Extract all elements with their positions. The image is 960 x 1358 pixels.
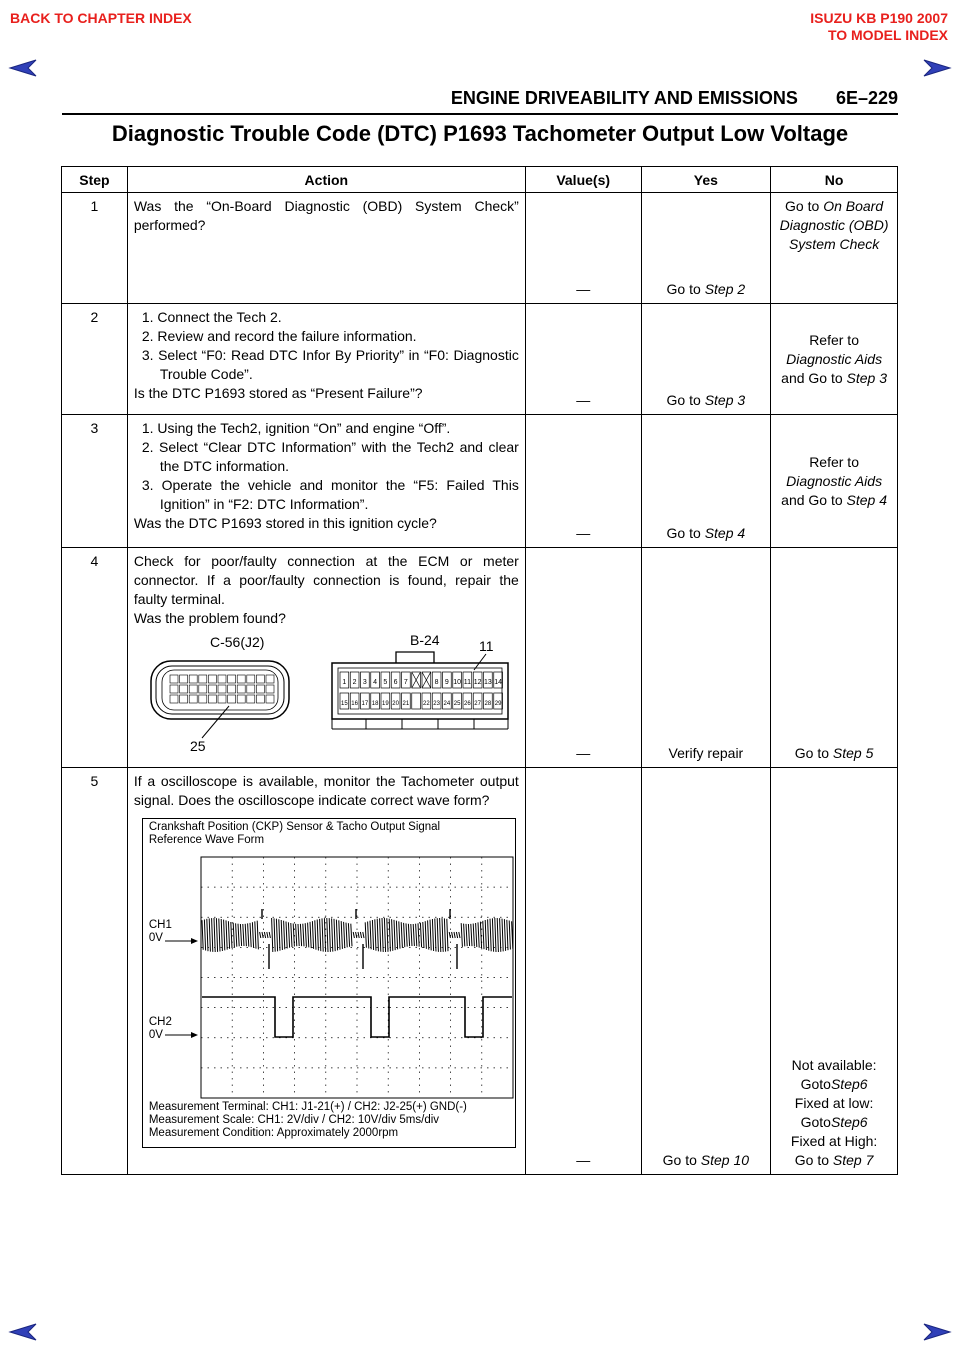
column-header-action: Action xyxy=(127,167,525,193)
c56-pin xyxy=(227,685,235,693)
no-step-link[interactable]: On Board Diagnostic (OBD) System Check xyxy=(779,198,889,252)
section-title: ENGINE DRIVEABILITY AND EMISSIONS xyxy=(450,88,798,108)
step-number: 1 xyxy=(62,193,128,304)
c56-pin xyxy=(179,675,187,683)
step-instruction: If a oscilloscope is available, monitor the Tachometer output signal. Does the oscilloscope indicate correct wave form? xyxy=(133,773,519,808)
c56-pin xyxy=(266,695,274,703)
no-step-link[interactable]: Step6 xyxy=(830,1114,868,1130)
measurement-scale: Measurement Scale: CH1: 2V/div / CH2: 10V/div 5ms/div xyxy=(148,1114,440,1126)
b24-pin-number: 19 xyxy=(381,701,389,707)
table-row-step-1 xyxy=(62,193,898,304)
connector-diagram xyxy=(134,634,514,759)
column-header-step: Step xyxy=(62,167,128,193)
b24-pin-number: 13 xyxy=(483,679,492,686)
step-value: — xyxy=(525,768,641,1175)
column-header-values: Value(s) xyxy=(525,167,641,193)
step-number: 5 xyxy=(62,768,128,1175)
step-action xyxy=(127,304,525,415)
b24-pin-number: 8 xyxy=(434,679,439,686)
page-header xyxy=(451,88,898,109)
step-value: — xyxy=(525,304,641,415)
c56-pin xyxy=(247,695,255,703)
ch1-trace-path xyxy=(202,918,513,952)
b24-pin-number: 2 xyxy=(352,679,357,686)
no-line xyxy=(777,1151,891,1170)
c56-pin xyxy=(189,695,197,703)
scope-title-line1: Crankshaft Position (CKP) Sensor & Tacho Output Signal xyxy=(148,821,441,833)
next-page-arrow-icon-bottom[interactable] xyxy=(922,1322,952,1342)
ch1-zero-label: 0V xyxy=(148,932,163,944)
ch1-spike xyxy=(450,909,457,969)
step-action: Was the “On-Board Diagnostic (OBD) System Check” performed? xyxy=(127,193,525,304)
step-action xyxy=(127,415,525,548)
c56-pin xyxy=(247,685,255,693)
c56-pin xyxy=(237,675,245,683)
action-item: 1. Connect the Tech 2. xyxy=(141,309,282,325)
b24-pin-number: 11 xyxy=(463,679,471,686)
yes-step-link[interactable]: Step 3 xyxy=(704,392,746,408)
b24-pin-number: 4 xyxy=(373,679,377,686)
step-question: Was the problem found? xyxy=(133,610,286,626)
column-header-no: No xyxy=(771,167,898,193)
b24-pin-number: 5 xyxy=(383,679,388,686)
ch2-label: CH2 xyxy=(148,1016,172,1028)
step-yes xyxy=(641,768,771,1175)
no-refer-to: Refer to xyxy=(809,453,859,470)
to-model-index: TO MODEL INDEX xyxy=(827,27,948,43)
no-line xyxy=(777,1094,891,1113)
c56-pin xyxy=(218,685,226,693)
step-number: 4 xyxy=(62,548,128,768)
page-number: 6E–229 xyxy=(835,88,898,108)
step-number: 2 xyxy=(62,304,128,415)
c56-pin xyxy=(208,685,216,693)
scope-grid xyxy=(201,857,513,1098)
ch1-spike xyxy=(356,909,363,969)
no-step-link[interactable]: Step 4 xyxy=(846,491,888,508)
step-value: — xyxy=(525,548,641,768)
table-header-row xyxy=(62,167,898,193)
b24-pin-number: 21 xyxy=(402,701,410,707)
step-question: Was the DTC P1693 stored in this ignition cycle? xyxy=(133,515,437,531)
diagnostic-aids-link[interactable]: Diagnostic Aids xyxy=(786,350,883,367)
step-number: 3 xyxy=(62,415,128,548)
model-name: ISUZU KB P190 2007 xyxy=(810,10,948,26)
b24-pin-number: 7 xyxy=(403,679,408,686)
action-item: 3. Select “F0: Read DTC Infor By Priority” in “F0: Diagnostic Trouble Code”. xyxy=(141,347,519,382)
c56-pin xyxy=(170,685,178,693)
b24-pin-number: 16 xyxy=(351,701,358,707)
step-yes xyxy=(641,415,771,548)
c56-pin xyxy=(237,695,245,703)
c56-pin xyxy=(266,675,274,683)
b24-pin-number: 18 xyxy=(371,701,379,707)
b24-pin-number: 17 xyxy=(361,701,369,707)
prev-page-arrow-icon-bottom[interactable] xyxy=(8,1322,38,1342)
b24-pin-number: 24 xyxy=(443,701,451,707)
yes-prefix: Go to xyxy=(666,392,705,408)
no-prefix: and Go to xyxy=(781,491,847,508)
no-line-text: Not available: xyxy=(791,1057,877,1073)
c56-label: C-56(J2) xyxy=(209,634,265,650)
ch1-spike xyxy=(262,909,269,969)
table-row-step-5 xyxy=(62,768,898,1175)
c56-pin xyxy=(237,685,245,693)
action-item: 3. Operate the vehicle and monitor the “F5: Failed This Ignition” in “F2: DTC Information”. xyxy=(141,477,519,512)
no-line-text: Goto xyxy=(800,1076,831,1092)
b24-pin-number: 12 xyxy=(473,679,482,686)
step-no xyxy=(771,304,898,415)
step-no xyxy=(771,193,898,304)
step-value: — xyxy=(525,415,641,548)
step-question: Is the DTC P1693 stored as “Present Failure”? xyxy=(133,385,423,401)
b24-pin-number: 10 xyxy=(453,679,461,686)
step-instruction: Check for poor/faulty connection at the ECM or meter connector. If a poor/faulty connection is found, repair the faulty terminal. xyxy=(133,553,519,607)
yes-prefix: Go to xyxy=(666,525,705,541)
ch2-label-group xyxy=(149,1016,172,1042)
connector-figure xyxy=(134,634,514,759)
no-prefix: and Go to xyxy=(781,369,847,386)
c56-pin xyxy=(256,685,264,693)
b24-pin-number: 3 xyxy=(362,679,367,686)
c56-pin xyxy=(256,695,264,703)
yes-prefix: Go to xyxy=(666,281,705,297)
b24-pin-number: 23 xyxy=(433,701,440,707)
c56-pin xyxy=(199,675,207,683)
b24-pin-number: 14 xyxy=(494,679,502,686)
step-action xyxy=(127,548,525,768)
c56-pin xyxy=(208,695,216,703)
step-action xyxy=(127,768,525,1175)
ch1-label-group xyxy=(149,919,172,945)
b24-pin-number: 20 xyxy=(392,701,399,707)
no-step-link[interactable]: Step6 xyxy=(830,1076,868,1092)
action-item: 2. Review and record the failure information. xyxy=(141,328,417,344)
no-step-link[interactable]: Step 3 xyxy=(846,369,888,386)
header-rule xyxy=(62,113,898,115)
c56-pin xyxy=(189,675,197,683)
c56-pin xyxy=(256,675,264,683)
c56-pin xyxy=(179,695,187,703)
step-yes: Verify repair xyxy=(641,548,771,768)
yes-step-link[interactable]: Step 4 xyxy=(704,525,746,541)
c56-pin xyxy=(170,695,178,703)
no-line-text: Goto xyxy=(800,1114,831,1130)
table-row-step-4 xyxy=(62,548,898,768)
no-line-text: Go to xyxy=(794,1152,833,1168)
measurement-terminal: Measurement Terminal: CH1: J1-21(+) / CH2: J2-25(+) GND(-) xyxy=(148,1101,467,1113)
step-no xyxy=(771,548,898,768)
action-item: 1. Using the Tech2, ignition “On” and engine “Off”. xyxy=(141,420,451,436)
no-line-text: Fixed at High: xyxy=(790,1133,878,1149)
b24-pin-number: 1 xyxy=(342,679,347,686)
pin-25-label: 25 xyxy=(189,738,206,754)
no-line xyxy=(777,1056,891,1075)
c56-pin xyxy=(199,695,207,703)
step-no xyxy=(771,415,898,548)
measurement-info xyxy=(149,1101,467,1140)
scope-title-line2: Reference Wave Form xyxy=(148,834,265,846)
no-line xyxy=(777,1075,891,1094)
ch2-zero-label: 0V xyxy=(148,1029,163,1041)
scope-display xyxy=(143,819,517,1149)
b24-pin-number: 27 xyxy=(474,701,481,707)
step-value: — xyxy=(525,193,641,304)
c56-pin xyxy=(218,675,226,683)
b24-pin-number: 22 xyxy=(422,701,430,707)
step-yes xyxy=(641,304,771,415)
pin-11-label: 11 xyxy=(478,638,494,654)
b24-pin-number: 29 xyxy=(494,701,502,707)
c56-pin xyxy=(208,675,216,683)
no-line xyxy=(777,1113,891,1132)
c56-pin xyxy=(189,685,197,693)
yes-step-link[interactable]: Step 10 xyxy=(700,1152,750,1168)
no-step-link[interactable]: Step 7 xyxy=(832,1152,874,1168)
yes-step-link[interactable]: Step 2 xyxy=(704,281,746,297)
c56-pin xyxy=(179,685,187,693)
c56-pin-grid xyxy=(170,675,274,703)
b24-pin-grid xyxy=(340,672,503,709)
no-prefix: Go to xyxy=(785,198,824,214)
no-line-text: Fixed at low: xyxy=(794,1095,874,1111)
b24-pin-number: 9 xyxy=(444,679,449,686)
c56-pin xyxy=(170,675,178,683)
back-to-chapter-link[interactable]: BACK TO CHAPTER INDEX xyxy=(10,10,192,26)
b24-pin-number: 15 xyxy=(340,701,348,707)
table-row-step-2 xyxy=(62,304,898,415)
table-row-step-3 xyxy=(62,415,898,548)
no-step-link[interactable]: Step 5 xyxy=(832,745,874,761)
c56-pin xyxy=(247,675,255,683)
diagnostic-aids-link[interactable]: Diagnostic Aids xyxy=(786,472,883,489)
ch1-label: CH1 xyxy=(148,919,172,931)
document-title: Diagnostic Trouble Code (DTC) P1693 Tachometer Output Low Voltage xyxy=(111,121,849,146)
action-item: 2. Select “Clear DTC Information” with the Tech2 and clear the DTC information. xyxy=(141,439,519,474)
b24-pin-number: 26 xyxy=(463,701,471,707)
c56-pin xyxy=(266,685,274,693)
oscilloscope-figure xyxy=(142,818,516,1148)
next-page-arrow-icon[interactable] xyxy=(922,58,952,78)
b24-pin-number: 28 xyxy=(484,701,492,707)
yes-prefix: Go to xyxy=(662,1152,701,1168)
b24-pin xyxy=(412,693,421,709)
model-index-link[interactable] xyxy=(810,10,948,44)
c56-pin xyxy=(218,695,226,703)
ch1-waveform xyxy=(202,909,513,969)
column-header-yes: Yes xyxy=(641,167,771,193)
prev-page-arrow-icon[interactable] xyxy=(8,58,38,78)
step-no xyxy=(771,768,898,1175)
ch2-waveform xyxy=(202,997,512,1037)
no-prefix: Go to xyxy=(794,745,833,761)
measurement-condition: Measurement Condition: Approximately 2000rpm xyxy=(148,1127,399,1139)
b24-pin-number: 25 xyxy=(453,701,461,707)
step-yes xyxy=(641,193,771,304)
c56-pin xyxy=(199,685,207,693)
c56-pin xyxy=(227,695,235,703)
no-refer-to: Refer to xyxy=(809,331,859,348)
no-line xyxy=(777,1132,891,1151)
b24-pin-number: 6 xyxy=(393,679,398,686)
b24-label: B-24 xyxy=(409,634,440,648)
c56-pin xyxy=(227,675,235,683)
diagnostic-table xyxy=(61,166,898,1175)
